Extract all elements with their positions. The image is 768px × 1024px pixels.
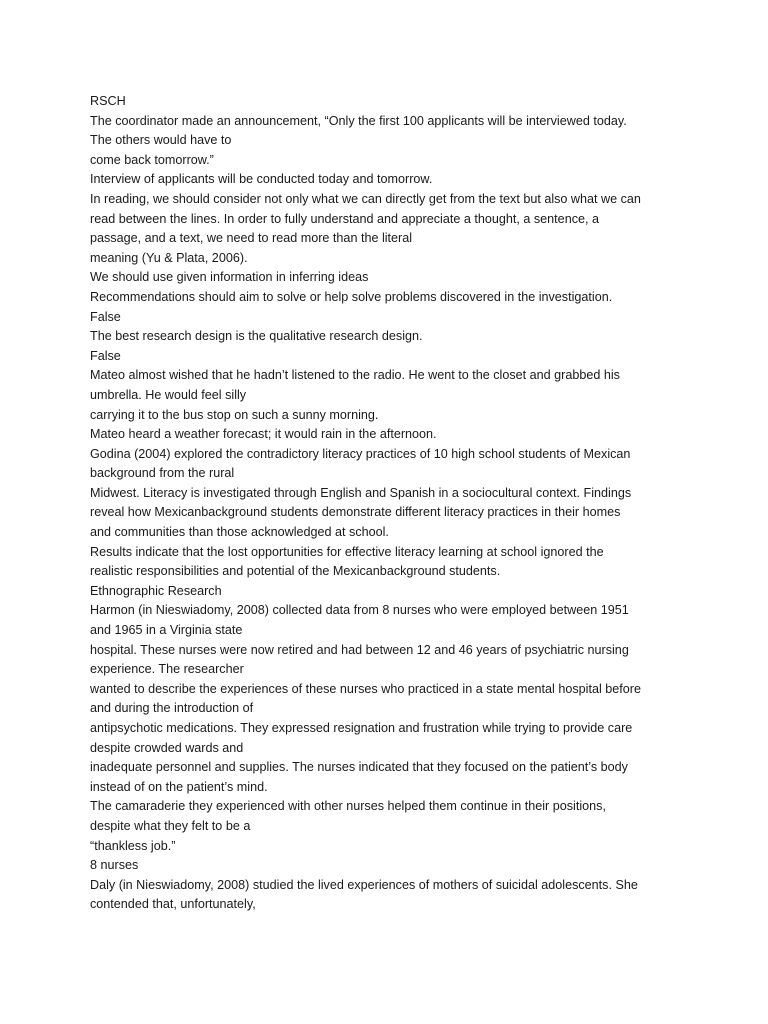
- text-line: background from the rural: [90, 466, 235, 481]
- text-line: contended that, unfortunately,: [90, 897, 256, 912]
- text-line: Interview of applicants will be conducted today and tomorrow.: [90, 172, 433, 187]
- text-line: and 1965 in a Virginia state: [90, 623, 243, 638]
- text-line: passage, and a text, we need to read more than the literal: [90, 231, 413, 246]
- text-line: RSCH: [90, 94, 126, 108]
- text-line: instead of on the patient’s mind.: [90, 779, 268, 794]
- text-line: Results indicate that the lost opportunities for effective literacy learning at school ignored the: [90, 544, 604, 559]
- text-line: False: [90, 348, 121, 363]
- text-line: inadequate personnel and supplies. The nurses indicated that they focused on the patient’s body: [90, 760, 628, 775]
- text-line: hospital. These nurses were now retired and had between 12 and 46 years of psychiatric nursing: [90, 642, 629, 657]
- text-line: Ethnographic Research: [90, 583, 222, 598]
- text-line: Recommendations should aim to solve or help solve problems discovered in the investigation.: [90, 289, 613, 304]
- text-line: Mateo almost wished that he hadn’t listened to the radio. He went to the closet and grabbed his: [90, 368, 620, 383]
- text-line: The coordinator made an announcement, “Only the first 100 applicants will be interviewed today.: [90, 113, 627, 128]
- text-line: despite what they felt to be a: [90, 818, 251, 833]
- text-line: umbrella. He would feel silly: [90, 387, 247, 402]
- text-line: realistic responsibilities and potential of the Mexicanbackground students.: [90, 564, 501, 579]
- text-line: reveal how Mexicanbackground students demonstrate different literacy practices in their homes: [90, 505, 621, 520]
- text-line: read between the lines. In order to fully understand and appreciate a thought, a sentence, a: [90, 211, 599, 226]
- text-line: carrying it to the bus stop on such a sunny morning.: [90, 407, 379, 422]
- text-line: Mateo heard a weather forecast; it would rain in the afternoon.: [90, 427, 437, 442]
- text-line: Godina (2004) explored the contradictory literacy practices of 10 high school students of Mexican: [90, 446, 631, 461]
- text-line: Harmon (in Nieswiadomy, 2008) collected data from 8 nurses who were employed between 1951: [90, 603, 629, 618]
- text-line: The camaraderie they experienced with other nurses helped them continue in their positions,: [90, 799, 606, 814]
- text-line: The best research design is the qualitative research design.: [90, 329, 423, 344]
- text-line: 8 nurses: [90, 858, 139, 873]
- text-line: “thankless job.”: [90, 838, 176, 853]
- text-line: experience. The researcher: [90, 662, 244, 677]
- text-line: antipsychotic medications. They expressed resignation and frustration while trying to provide care: [90, 721, 633, 735]
- text-line: and during the introduction of: [90, 701, 254, 716]
- text-line: The others would have to: [90, 133, 232, 148]
- text-line: False: [90, 309, 121, 324]
- document-body: [90, 92, 690, 915]
- text-line: In reading, we should consider not only what we can directly get from the text but also what we can: [90, 191, 641, 206]
- text-line: Midwest. Literacy is investigated through English and Spanish in a sociocultural context. Findings: [90, 485, 632, 500]
- text-line: and communities than those acknowledged at school.: [90, 525, 389, 540]
- text-line: despite crowded wards and: [90, 740, 244, 755]
- text-line: wanted to describe the experiences of these nurses who practiced in a state mental hospital before: [90, 681, 641, 696]
- text-line: Daly (in Nieswiadomy, 2008) studied the lived experiences of mothers of suicidal adolescents. She: [90, 877, 638, 892]
- text-line: come back tomorrow.”: [90, 152, 214, 167]
- text-line: We should use given information in inferring ideas: [90, 270, 369, 285]
- text-line: meaning (Yu & Plata, 2006).: [90, 250, 248, 265]
